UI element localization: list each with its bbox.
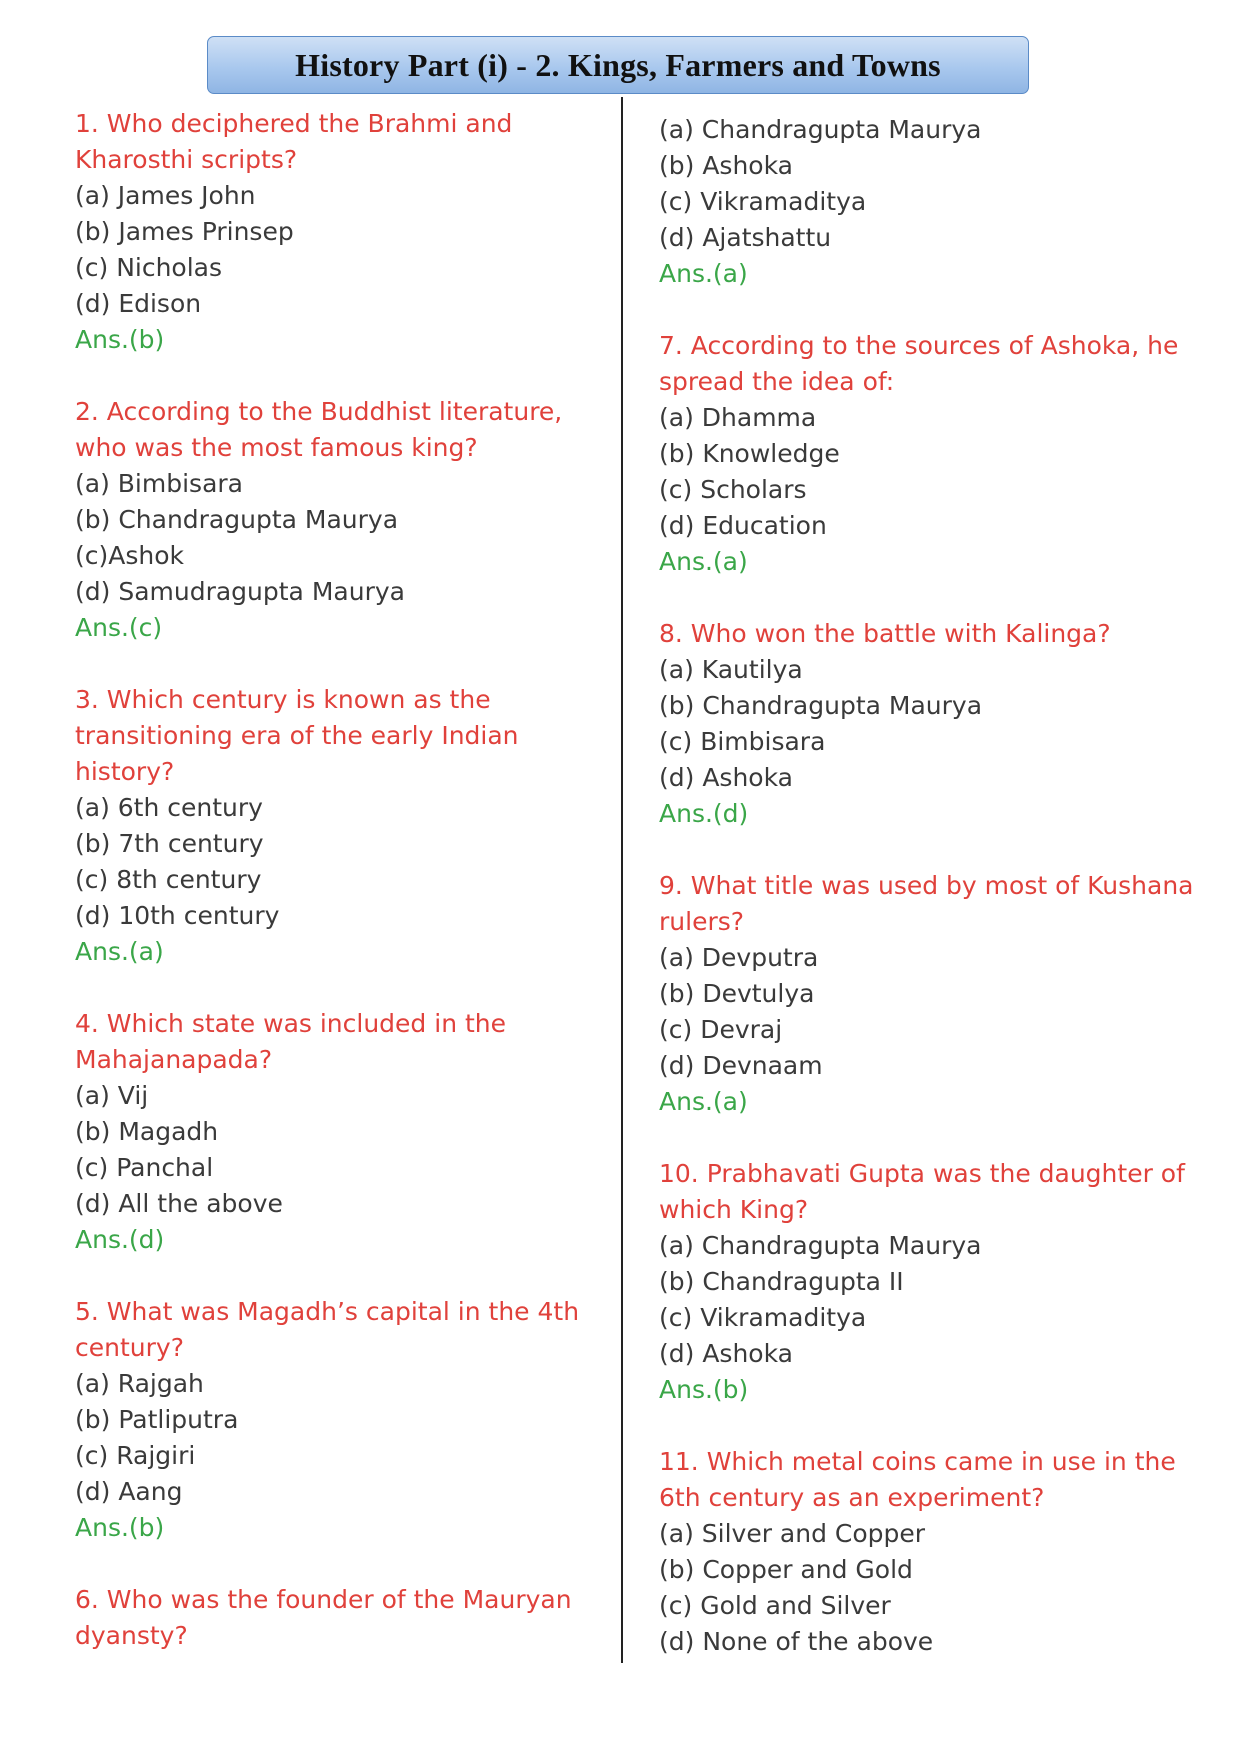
question-block <box>659 1156 1204 1408</box>
answer-option: (b) Chandragupta II <box>659 1267 904 1296</box>
answer-option: (a) Dhamma <box>659 403 817 432</box>
left-column <box>75 106 605 1654</box>
answer-option: (b) Patliputra <box>75 1405 239 1434</box>
answer-option: (b) Chandragupta Maurya <box>659 691 983 720</box>
block-spacer <box>75 1546 605 1582</box>
question-text: 3. Which century is known as the <box>75 685 491 714</box>
question-text: 7. According to the sources of Ashoka, he <box>659 331 1179 360</box>
answer-key: Ans.(d) <box>659 799 749 828</box>
answer-option: (d) Ashoka <box>659 1339 793 1368</box>
question-block <box>659 1444 1204 1660</box>
answer-option: (b) Devtulya <box>659 979 815 1008</box>
question-block <box>75 1582 605 1654</box>
answer-option: (d) All the above <box>75 1189 283 1218</box>
question-text: 5. What was Magadh’s capital in the 4th <box>75 1297 580 1326</box>
answer-option: (a) Silver and Copper <box>659 1519 926 1548</box>
answer-option: (a) James John <box>75 181 256 210</box>
answer-key: Ans.(b) <box>75 1513 165 1542</box>
answer-option: (b) 7th century <box>75 829 264 858</box>
answer-option: (b) Copper and Gold <box>659 1555 913 1584</box>
question-text: 4. Which state was included in the <box>75 1009 507 1038</box>
answer-option: (a) 6th century <box>75 793 263 822</box>
question-text: spread the idea of: <box>659 367 895 396</box>
question-block <box>75 1294 605 1546</box>
answer-option: (c)Ashok <box>75 541 184 570</box>
answer-key: Ans.(a) <box>659 1087 748 1116</box>
answer-option: (c) Scholars <box>659 475 807 504</box>
question-text: 9. What title was used by most of Kushana <box>659 871 1194 900</box>
answer-key: Ans.(d) <box>75 1225 165 1254</box>
answer-option: (d) None of the above <box>659 1627 934 1656</box>
answer-option: (c) 8th century <box>75 865 262 894</box>
answer-option: (c) Bimbisara <box>659 727 826 756</box>
block-spacer <box>659 580 1204 616</box>
answer-option: (c) Nicholas <box>75 253 223 282</box>
answer-option: (d) 10th century <box>75 901 280 930</box>
question-block <box>75 394 605 646</box>
answer-option: (a) Vij <box>75 1081 149 1110</box>
block-spacer <box>659 1408 1204 1444</box>
question-text: Mahajanapada? <box>75 1045 273 1074</box>
page-title: History Part (i) - 2. Kings, Farmers and Towns <box>295 46 941 83</box>
answer-option: (b) James Prinsep <box>75 217 294 246</box>
answer-option: (d) Samudragupta Maurya <box>75 577 405 606</box>
question-text: 10. Prabhavati Gupta was the daughter of <box>659 1159 1185 1188</box>
answer-option: (a) Kautilya <box>659 655 803 684</box>
question-block <box>75 106 605 358</box>
question-block <box>659 868 1204 1120</box>
block-spacer <box>659 292 1204 328</box>
answer-option: (a) Devputra <box>659 943 819 972</box>
block-spacer <box>659 1120 1204 1156</box>
answer-option: (c) Gold and Silver <box>659 1591 891 1620</box>
answer-option: (b) Ashoka <box>659 151 793 180</box>
question-text: 8. Who won the battle with Kalinga? <box>659 619 1111 648</box>
question-text: dyansty? <box>75 1621 188 1650</box>
block-spacer <box>659 832 1204 868</box>
block-spacer <box>75 1258 605 1294</box>
answer-option: (a) Chandragupta Maurya <box>659 115 982 144</box>
answer-option: (a) Rajgah <box>75 1369 204 1398</box>
question-text: 11. Which metal coins came in use in the <box>659 1447 1176 1476</box>
answer-key: Ans.(a) <box>659 259 748 288</box>
question-text: transitioning era of the early Indian <box>75 721 519 750</box>
answer-option: (b) Chandragupta Maurya <box>75 505 399 534</box>
question-text: 2. According to the Buddhist literature, <box>75 397 563 426</box>
answer-option: (d) Education <box>659 511 827 540</box>
question-text: century? <box>75 1333 184 1362</box>
page-title-banner <box>207 36 1029 94</box>
answer-key: Ans.(b) <box>659 1375 749 1404</box>
answer-option: (b) Magadh <box>75 1117 219 1146</box>
block-spacer <box>75 970 605 1006</box>
question-text: 6. Who was the founder of the Mauryan <box>75 1585 572 1614</box>
answer-option: (d) Devnaam <box>659 1051 823 1080</box>
answer-option: (c) Devraj <box>659 1015 783 1044</box>
question-block <box>75 1006 605 1258</box>
answer-option: (d) Edison <box>75 289 202 318</box>
question-block <box>659 112 1204 292</box>
answer-key: Ans.(c) <box>75 613 163 642</box>
answer-option: (d) Aang <box>75 1477 183 1506</box>
answer-option: (a) Chandragupta Maurya <box>659 1231 982 1260</box>
question-block <box>75 682 605 970</box>
question-text: 6th century as an experiment? <box>659 1483 1045 1512</box>
question-block <box>659 328 1204 580</box>
question-text: who was the most famous king? <box>75 433 478 462</box>
question-block <box>659 616 1204 832</box>
answer-option: (d) Ashoka <box>659 763 793 792</box>
answer-option: (a) Bimbisara <box>75 469 243 498</box>
block-spacer <box>75 358 605 394</box>
column-divider <box>621 97 623 1663</box>
question-text: Kharosthi scripts? <box>75 145 298 174</box>
right-column <box>659 112 1204 1660</box>
answer-key: Ans.(a) <box>75 937 164 966</box>
block-spacer <box>75 646 605 682</box>
answer-option: (c) Vikramaditya <box>659 1303 867 1332</box>
question-text: 1. Who deciphered the Brahmi and <box>75 109 513 138</box>
answer-option: (d) Ajatshattu <box>659 223 832 252</box>
question-text: which King? <box>659 1195 809 1224</box>
answer-key: Ans.(b) <box>75 325 165 354</box>
question-text: history? <box>75 757 175 786</box>
answer-option: (c) Vikramaditya <box>659 187 867 216</box>
answer-key: Ans.(a) <box>659 547 748 576</box>
question-text: rulers? <box>659 907 745 936</box>
answer-option: (c) Rajgiri <box>75 1441 196 1470</box>
answer-option: (c) Panchal <box>75 1153 214 1182</box>
answer-option: (b) Knowledge <box>659 439 840 468</box>
